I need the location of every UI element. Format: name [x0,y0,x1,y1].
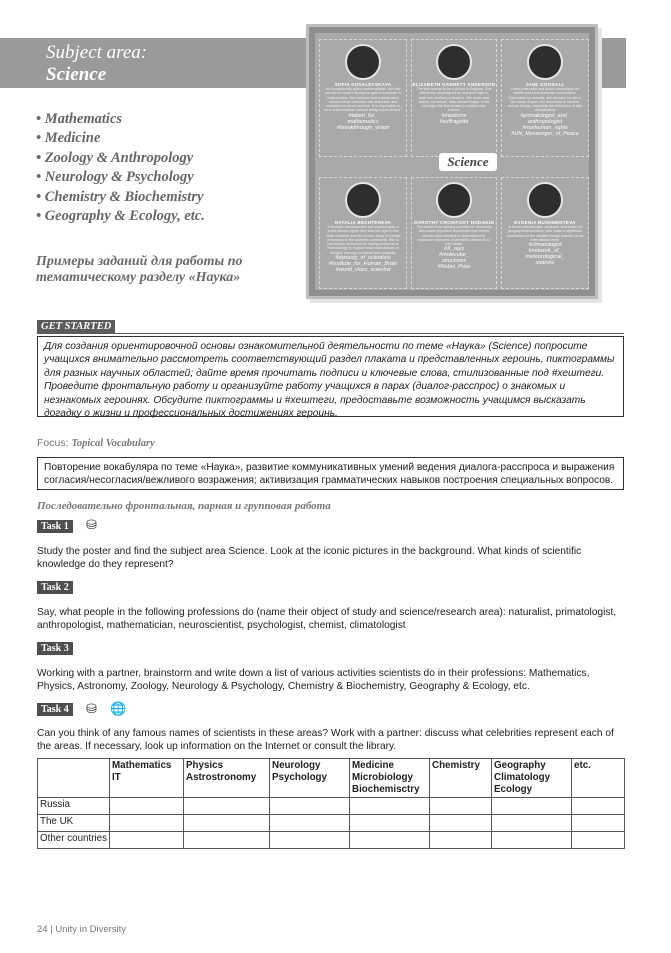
scientist-name: EVGENIA BUSHMENTEVA [514,220,576,225]
table-cell[interactable] [270,832,350,849]
portrait-icon [436,44,472,80]
subject-item: • Geography & Ecology, etc. [36,208,205,225]
table-cell[interactable] [572,798,625,815]
focus-title: Topical Vocabulary [71,438,155,449]
get-started-rule [37,333,624,334]
table-cell[interactable] [110,832,184,849]
scientist-tag: #talent_for_ [348,112,378,119]
focus-line [37,437,155,449]
header-line: Medicine [352,760,394,771]
task-4-text: Can you think of any famous names of scientists in these areas? Work with a partner: discuss what celebrities represent each of the areas. If necessary, look up information on the Internet or consult the library. [37,728,614,752]
subject-item: • Zoology & Anthropology [36,149,194,166]
table-cell[interactable] [572,815,625,832]
table-cell[interactable] [572,832,625,849]
header-line: Neurology [272,760,321,771]
table-header-cell [492,759,572,798]
table-header-cell [430,759,492,798]
scientist-desc: A Soviet climatologist, professor and doctor of geographical sciences, who made a significant contribution to the climate change science on an international level. [506,225,584,242]
table-row [38,832,625,849]
scientist-card [411,177,497,289]
scientist-name: DOROTHY CROWFOOT HODGKIN [413,220,495,225]
table-cell[interactable] [110,798,184,815]
scientist-tag: #breakthrough_vision [336,124,390,131]
scientist-tag: stations [535,260,555,267]
portrait-icon [345,182,381,218]
scientist-name: JANE GOODALL [525,82,565,87]
poster-inner [315,33,589,290]
task-2-label: Task 2 [37,581,73,594]
table-cell[interactable] [350,815,430,832]
scientist-desc: The Nobel Prize-winning scientist for Chemistry who made important discoveries that helped doctors and chemists to understand the molecular structures of penicillin, vitamin B-12 and insulin. [416,225,492,247]
portrait-icon [436,182,472,218]
scientist-tag: #dynasty_of_scientists [335,255,391,262]
subject-heading-line1: Subject area: [46,42,148,63]
table-cell[interactable] [184,798,270,815]
header-line: Mathematics [112,760,172,771]
scientist-card [319,177,407,289]
scientist-tag: #X_rays [443,246,465,253]
page-footer: 24 | Unity in Diversity [37,924,127,935]
scientist-desc: An exceptionally gifted mathematician, the first woman in modern Europe to gain a doctorate in mathematics. She believed that mathematics should not be confused with arithmetic and considered it an art science. 'It is impossible to be a mathematician without being a poet at soul.' [324,87,402,113]
scientists-table [37,758,625,849]
scientist-card [411,39,497,157]
get-started-label: GET STARTED [37,320,115,334]
globe-icon: 🌐 [110,701,127,716]
scientist-card [501,177,589,289]
header-line: Microbiology [352,772,413,783]
header-line: Ecology [494,784,533,795]
scientist-name: NATALIA BEKHTEREVA [334,220,392,225]
table-cell[interactable] [350,798,430,815]
header-line: Astrostronomy [186,772,257,783]
table-cell[interactable] [430,815,492,832]
task-4-label: Task 4 [37,703,73,716]
header-line: IT [112,772,121,783]
table-cell[interactable] [184,815,270,832]
scientist-tag: #molecular_ [439,252,469,259]
scientist-tag: #suffragette [439,118,469,125]
task-3-label: Task 3 [37,642,73,655]
subject-item: • Chemistry & Biochemistry [36,188,204,205]
table-cell[interactable] [110,815,184,832]
subject-heading-line2: Science [46,64,107,85]
header-line: Chemistry [432,760,480,771]
scientist-desc: The first woman to be a doctor in England. She effectively campaigned for women's right to enter the medical profession. Her motto was 'action, not words'. Was elected mayor of the borough, the first female to achieve that honour. [416,87,492,113]
table-header-cell [184,759,270,798]
focus-box: Повторение вокабуляра по теме «Наука», развитие коммуникативных умений ведения диалога-расспроса и выражения согласия/несогласия/вежливого возражения; активизация грамматических навыков построения специальных вопросов. [37,457,624,490]
scientist-tag: meteorological_ [525,254,565,261]
table-cell[interactable] [270,815,350,832]
scientist-tag: #nonhuman_rights [522,124,568,131]
task-1-text: Study the poster and find the subject area Science. Look at the iconic pictures in the background. What kinds of scientific knowledge do they represent? [37,546,582,570]
subject-heading [46,42,147,86]
table-cell[interactable] [350,832,430,849]
row-label: Russia [38,798,110,815]
scientist-tag: anthropologist [527,118,563,125]
row-label: Other countries [38,832,110,849]
examples-heading: Примеры заданий для работы по тематическому разделу «Наука» [36,254,243,285]
task-1-label: Task 1 [37,520,73,533]
scientist-tag: #Nobel_Prize [437,264,471,271]
table-header-cell [350,759,430,798]
table-header-cell [572,759,625,798]
scientist-desc: A Russian neuroscientist and psychologist, a world-famous figure who took the right to the brain research and the human study of mental processes to the scientific community. She is particularly renowned for having pioneered a methodology to explore brain mechanisms of thought, memory, emotions and creativity. [326,225,400,255]
header-line: Biochemisctry [352,784,420,795]
header-line: etc. [574,760,591,771]
focus-prefix: Focus: [37,437,69,449]
sequence-title: Последовательно фронтальная, парная и групповая работа [37,500,331,512]
portrait-icon [345,44,381,80]
scientist-tag: #network_of_ [528,248,562,255]
portrait-icon [527,182,563,218]
table-header-row [38,759,625,798]
header-line: Psychology [272,772,327,783]
scientist-tag: #medicine [441,112,467,119]
discussion-icon: ⛁ [86,517,97,532]
scientist-tag: #world_class_scientist [335,267,391,274]
science-poster [306,24,598,299]
scientist-tag: #climatologist [528,242,562,249]
task-2-text: Say, what people in the following professions do (name their object of study and science/research area): naturalist, primatologist, anthropologist, mathematician, neuroscientist, psychologist, chemist, climatologist [37,607,617,631]
pair-work-icon: ⛁ [86,701,97,716]
scientist-name: ELIZABETH GARRETT ANDERSON [412,82,496,87]
table-header-cell [270,759,350,798]
scientist-card [319,39,407,157]
scientist-tag: #UN_Messenger_of_Peace [511,130,579,137]
header-line: Geography [494,760,546,771]
scientist-tag: structures [441,258,467,265]
portrait-icon [527,44,563,80]
table-header-cell [110,759,184,798]
header-line: Climatology [494,772,551,783]
scientist-card [501,39,589,157]
table-cell[interactable] [430,798,492,815]
subject-item: • Neurology & Psychology [36,169,194,186]
table-cell[interactable] [430,832,492,849]
scientist-tag: mathematics [347,118,379,125]
table-cell[interactable] [492,832,572,849]
scientist-name: SOFIA KOVALEVSKAYA [334,82,392,87]
table-cell[interactable] [492,798,572,815]
table-header-cell [38,759,110,798]
task-3-text: Working with a partner, brainstorm and write down a list of various activities scientists do in their professions: Mathematics, Physics, Astronomy, Zoology, Neurology & Psychology, Chemistry & Biochemistry, Geography & Ecology, etc. [37,668,590,692]
table-row [38,798,625,815]
subject-item: • Mathematics [36,111,123,127]
get-started-box: Для создания ориентировочной основы ознакомительной деятельности по теме «Наука» (Science) попросите учащихся внимательно рассмотреть соответствующий раздел плаката и представленных героинь, пиктограммы для разных научных областей; дайте время прочитать подписи и ключевые слова, стилизованные под #хештеги. Проведите фронтальную работу и организуйте работу учащихся в парах (диалог-расспрос) о знакомых и незнакомых героинях. Обсудите пиктограммы и #хештеги, предоставьте возможность учащимся высказать догадку о жизни и профессиональных достижениях героинь. [37,336,624,417]
scientist-tag: #Institute_for_Human_Brain [328,261,398,268]
table-row [38,815,625,832]
table-cell[interactable] [184,832,270,849]
poster-science-label: Science [439,153,497,171]
subject-list [36,110,205,226]
row-label: The UK [38,815,110,832]
subject-item: • Medicine [36,130,101,147]
table-cell[interactable] [270,798,350,815]
scientist-desc: A keen naturalist and active campaigner for wildlife and environmental conservation. Fascinated by animals, she devoted her life to the study of apes, the ancestors of modern human beings, especially the behaviour of wild chimpanzees. [507,87,583,113]
header-line: Physics [186,760,224,771]
scientist-tag: #primatologist_and_ [520,112,570,119]
table-cell[interactable] [492,815,572,832]
